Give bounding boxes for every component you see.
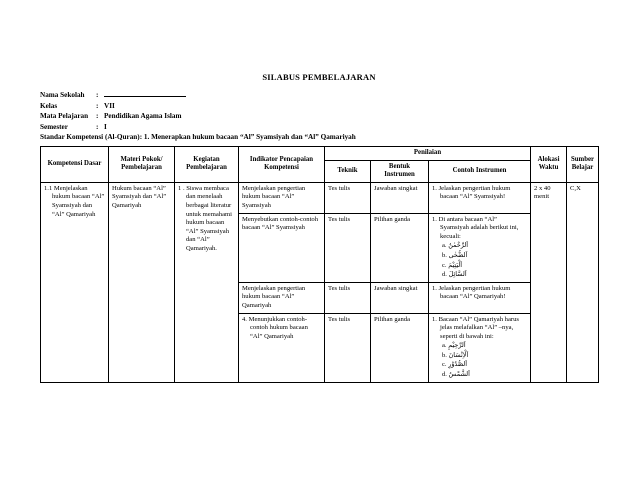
info-key: Kelas xyxy=(40,101,58,110)
header-contoh: Contoh Instrumen xyxy=(429,160,531,182)
header-kegiatan: Kegiatan Pembelajaran xyxy=(175,147,239,183)
table-row xyxy=(41,182,599,213)
teknik-cell: Tes tulis xyxy=(325,282,371,313)
info-key: Mata Pelajaran xyxy=(40,112,89,121)
contoh-text: 1. Jelaskan pengertian hukum bacaan “Al” Syamsiyah! xyxy=(432,184,511,201)
info-row-mata-pelajaran xyxy=(40,111,356,122)
arabic-text: اَلضُّحٰى xyxy=(448,250,468,259)
option-letter: b. xyxy=(442,251,447,259)
indikator-cell: Menjelaskan pengertian hukum bacaan “Al” Syamsiyah xyxy=(239,182,325,213)
header-kompetensi: Kompetensi Dasar xyxy=(41,147,109,183)
bentuk-cell: Jawaban singkat xyxy=(371,182,429,213)
info-row-nama-sekolah xyxy=(40,90,356,101)
teknik-cell: Tes tulis xyxy=(325,182,371,213)
contoh-text: 1. Jelaskan pengertian hukum bacaan “Al” Qamariyah! xyxy=(432,284,511,301)
kegiatan-text: 1 . Siswa membaca dan menelaah berbagai literatur untuk memahami hukum bacaan “Al” Syamsiyah dan “Al” Qamariyah. xyxy=(178,184,232,252)
kompetensi-text: 1.1 Menjelaskan hukum bacaan “Al” Syamsiyah dan “Al” Qamariyah xyxy=(44,184,105,218)
info-row-semester xyxy=(40,122,356,133)
header-penilaian: Penilaian xyxy=(325,147,531,161)
option-b xyxy=(432,351,527,361)
header-bentuk: Bentuk Instrumen xyxy=(371,160,429,182)
info-colon: : xyxy=(96,112,99,121)
option-c xyxy=(432,261,527,271)
header-teknik: Teknik xyxy=(325,160,371,182)
info-value: VII xyxy=(104,101,115,110)
contoh-text: 1. Di antara bacaan “Al” Syamsiyah adalah berikut ini, kecuali: xyxy=(432,215,519,240)
option-letter: a. xyxy=(442,242,447,250)
option-letter: c. xyxy=(442,261,447,269)
indikator-cell: Menyebutkan contoh-contoh bacaan “Al” Syamsiyah xyxy=(239,213,325,282)
info-colon: : xyxy=(96,91,99,99)
info-colon: : xyxy=(96,122,99,131)
arabic-text: اَلرَّحِيْمِ xyxy=(448,341,466,350)
teknik-cell: Tes tulis xyxy=(325,213,371,282)
arabic-text: اَلرَّحْمٰنُ xyxy=(448,241,468,250)
option-d xyxy=(432,370,527,380)
arabic-text: اَلْاِنْسَانَ xyxy=(448,350,469,359)
option-a xyxy=(432,241,527,251)
arabic-text: اَلصُّدُوْرِ xyxy=(448,360,468,369)
info-colon: : xyxy=(96,101,99,110)
info-key: Semester xyxy=(40,122,68,131)
option-letter: d. xyxy=(442,271,447,279)
info-row-kelas xyxy=(40,101,356,112)
contoh-text: 1. Bacaan “Al” Qamariyah harus jelas melafalkan “Al” –nya, seperti di bawah ini: xyxy=(432,315,519,340)
info-value: I xyxy=(104,122,107,131)
indikator-text: 4. Menunjukkan contoh-contoh hukum bacaan “Al” Qamariyah xyxy=(242,315,308,340)
info-key: Nama Sekolah xyxy=(40,91,85,99)
materi-cell: Hukum bacaan “Al” Syamsiyah dan “Al” Qamariyah xyxy=(109,182,175,382)
option-d xyxy=(432,270,527,280)
indikator-cell xyxy=(239,313,325,382)
option-letter: b. xyxy=(442,351,447,359)
standar-kompetensi: Standar Kompetensi (Al-Quran): 1. Menerapkan hukum bacaan “Al” Syamsiyah dan “Al” Qamariyah xyxy=(40,133,356,142)
contoh-cell xyxy=(429,213,531,282)
header-indikator: Indikator Pencapaian Kompetensi xyxy=(239,147,325,183)
option-c xyxy=(432,360,527,370)
contoh-cell xyxy=(429,313,531,382)
option-letter: a. xyxy=(442,342,447,350)
teknik-cell: Tes tulis xyxy=(325,313,371,382)
alokasi-cell: 2 x 40 menit xyxy=(531,182,567,382)
option-b xyxy=(432,251,527,261)
bentuk-cell: Jawaban singkat xyxy=(371,282,429,313)
document-title: SILABUS PEMBELAJARAN xyxy=(262,72,376,82)
arabic-text: اَلسَّائِلَ xyxy=(448,270,467,279)
kompetensi-cell xyxy=(41,182,109,382)
blank-line xyxy=(104,90,186,97)
arabic-text: اَلشَّمْسُ xyxy=(448,370,470,379)
header-row xyxy=(41,147,599,161)
bentuk-cell: Pilihan ganda xyxy=(371,213,429,282)
arabic-text: اَلْيَتِيْمَ xyxy=(448,260,462,269)
kegiatan-cell xyxy=(175,182,239,382)
contoh-cell xyxy=(429,282,531,313)
sumber-cell: C,X xyxy=(567,182,599,382)
indikator-cell: Menjelaskan pengertian hukum bacaan “Al” Qamariyah xyxy=(239,282,325,313)
header-sumber: Sumber Belajar xyxy=(567,147,599,183)
header-materi: Materi Pokok/ Pembelajaran xyxy=(109,147,175,183)
option-a xyxy=(432,341,527,351)
bentuk-cell: Pilihan ganda xyxy=(371,313,429,382)
info-value: Pendidikan Agama Islam xyxy=(104,112,182,121)
header-alokasi: Alokasi Waktu xyxy=(531,147,567,183)
option-letter: c. xyxy=(442,361,447,369)
contoh-cell xyxy=(429,182,531,213)
info-block xyxy=(40,90,356,143)
option-letter: d. xyxy=(442,371,447,379)
syllabus-table xyxy=(40,146,599,383)
